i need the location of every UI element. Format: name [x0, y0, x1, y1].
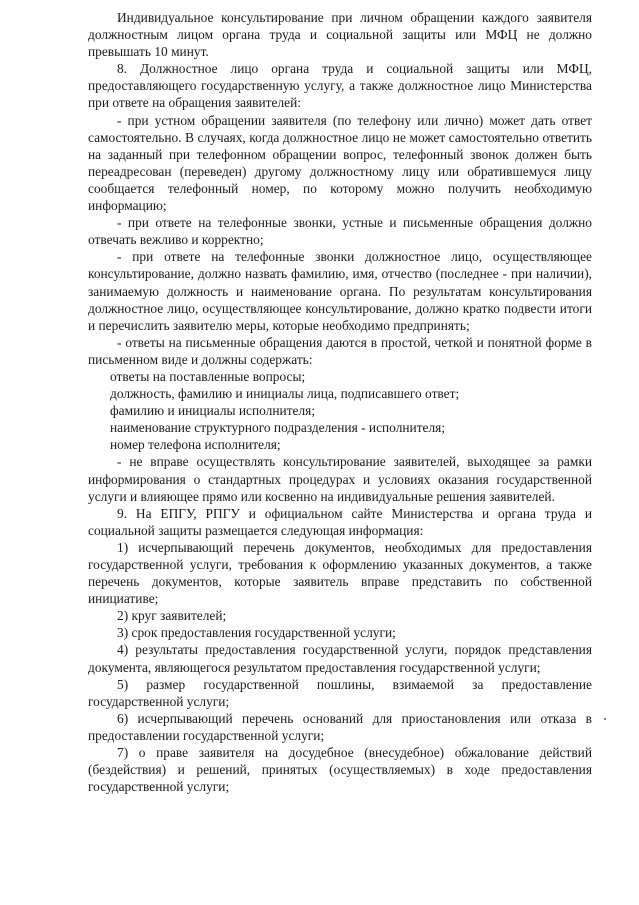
paragraph: 1) исчерпывающий перечень документов, необходимых для предоставления государственной услуги, требования к оформлению указанных документов, а также перечень документов, которые заявитель вправе представить по собственной инициативе;: [88, 539, 592, 607]
paragraph: 3) срок предоставления государственной услуги;: [117, 625, 396, 641]
paragraph: Индивидуальное консультирование при личном обращении каждого заявителя должностным лицом органа труда и социальной защиты или МФЦ не должно превышать 10 минут.: [88, 10, 592, 60]
paragraph: - при устном обращении заявителя (по телефону или лично) может дать ответ самостоятельно. В случаях, когда должностное лицо не может самостоятельно ответить на заданный при телефонном обращении вопрос, телефонный звонок должен быть переадресован (переведен) другому должностному лицу или обратившемуся лицу сообщается телефонный номер, по которому можно получить необходимую информацию;: [88, 112, 592, 214]
paragraph: 5) размер государственной пошлины, взимаемой за предоставление государственной услуги;: [88, 676, 592, 709]
paragraph: 2) круг заявителей;: [117, 608, 227, 624]
paragraph: 6) исчерпывающий перечень оснований для приостановления или отказа в предоставлении государственной услуги;: [88, 710, 592, 743]
paragraph: - не вправе осуществлять консультирование заявителей, выходящее за рамки информирования о стандартных процедурах и условиях оказания государственной услуги и влияющее прямо или косвенно на индивидуальные решения заявителей.: [88, 454, 592, 504]
paragraph: - при ответе на телефонные звонки должностное лицо, осуществляющее консультирование, должно назвать фамилию, имя, отчество (последнее - при наличии), занимаемую должность и наименование органа. По результатам консультирования должностное лицо, осуществляющее консультирование, должно кратко подвести итоги и перечислить заявителю меры, которые необходимо предпринять;: [88, 249, 592, 333]
document-page: [88, 9, 592, 795]
paragraph: 9. На ЕПГУ, РПГУ и официальном сайте Министерства и органа труда и социальной защиты размещается следующая информация:: [88, 505, 592, 538]
paragraph: 4) результаты предоставления государственной услуги, порядок представления документа, являющегося результатом предоставления государственной услуги;: [88, 642, 592, 675]
list-item: должность, фамилию и инициалы лица, подписавшего ответ;: [110, 386, 460, 402]
list-item: наименование структурного подразделения - исполнителя;: [110, 420, 446, 436]
paragraph: 7) о праве заявителя на досудебное (внесудебное) обжалование действий (бездействия) и решений, принятых (осуществляемых) в ходе предоставления государственной услуги;: [88, 745, 592, 795]
paragraph: 8. Должностное лицо органа труда и социальной защиты или МФЦ, предоставляющего государственную услугу, а также должностное лицо Министерства при ответе на обращения заявителей:: [88, 61, 592, 111]
list-item: фамилию и инициалы исполнителя;: [110, 403, 316, 419]
paragraph: - при ответе на телефонные звонки, устные и письменные обращения должно отвечать вежливо и корректно;: [88, 215, 592, 248]
list-item: номер телефона исполнителя;: [110, 437, 281, 453]
paragraph: - ответы на письменные обращения даются в простой, четкой и понятной форме в письменном виде и должны содержать:: [88, 334, 592, 367]
scan-speck: [604, 718, 606, 720]
list-item: ответы на поставленные вопросы;: [110, 368, 306, 384]
